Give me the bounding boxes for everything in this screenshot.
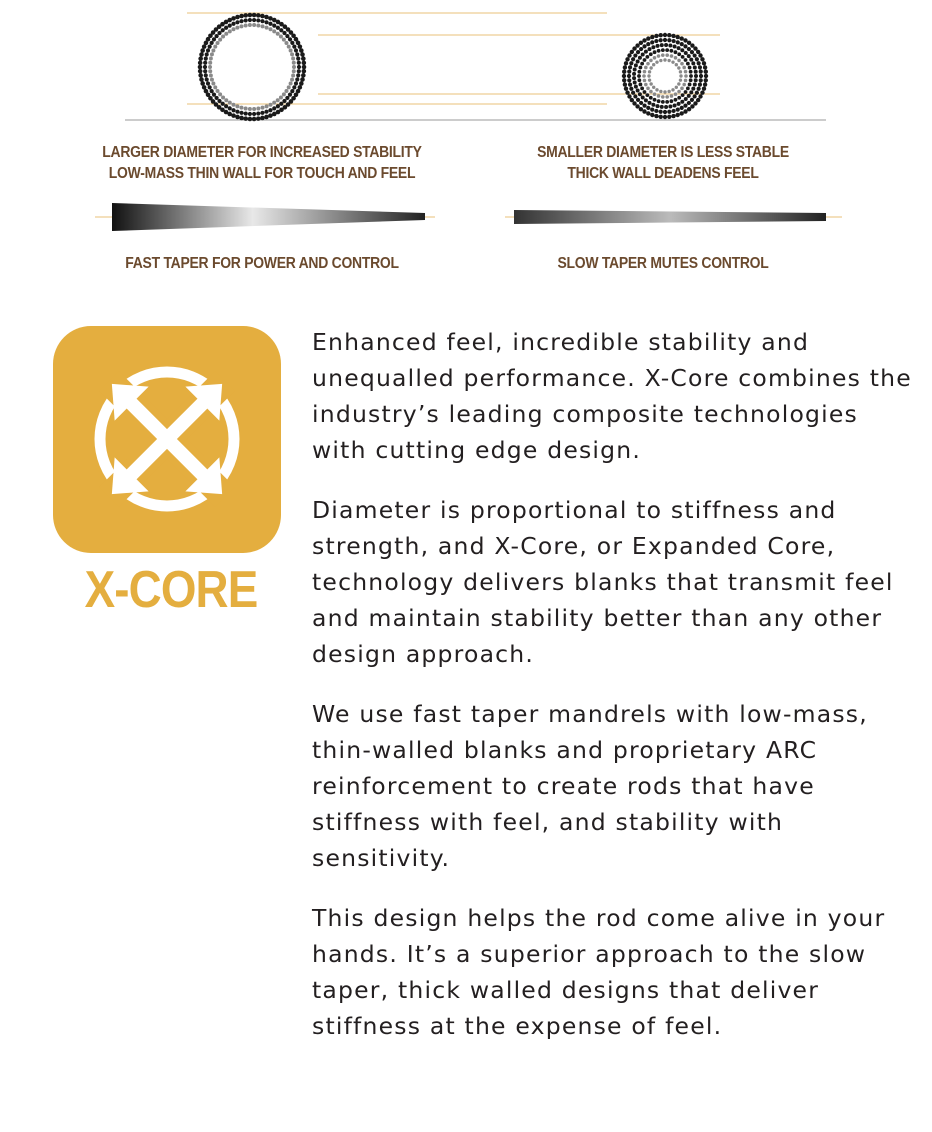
x-core-logo-badge <box>53 326 281 553</box>
slow-taper-blank <box>514 210 826 224</box>
description-text <box>312 324 912 1068</box>
paragraph-taper: We use fast taper mandrels with low-mass, thin-walled blanks and proprietary ARC reinforcement to create rods that have stiffness with feel, and stability with sensitivity. <box>312 700 868 872</box>
small-diameter-cross-section <box>622 33 708 119</box>
slow-taper-caption: SLOW TAPER MUTES CONTROL <box>557 255 769 272</box>
paragraph-intro: Enhanced feel, incredible stability and unequalled performance. X-Core combines the industry’s leading composite technologies with cutting edge design. <box>312 328 912 464</box>
paragraph-diameter: Diameter is proportional to stiffness and strength, and X-Core, or Expanded Core, technology delivers blanks that transmit feel and maintain stability better than any other design approach. <box>312 496 894 668</box>
fast-taper-caption: FAST TAPER FOR POWER AND CONTROL <box>125 255 399 272</box>
rod-comparison-diagram <box>0 0 932 300</box>
x-core-arrows-icon <box>53 326 281 553</box>
paragraph-design: This design helps the rod come alive in your hands. It’s a superior approach to the slow taper, thick walled designs that deliver stiffness at the expense of feel. <box>312 904 886 1040</box>
small-diameter-caption: SMALLER DIAMETER IS LESS STABLE THICK WALL DEADENS FEEL <box>537 144 789 182</box>
large-diameter-caption: LARGER DIAMETER FOR INCREASED STABILITY LOW-MASS THIN WALL FOR TOUCH AND FEEL <box>102 144 422 182</box>
x-core-logo-text: X-CORE <box>84 561 258 619</box>
large-diameter-cross-section <box>198 13 307 122</box>
